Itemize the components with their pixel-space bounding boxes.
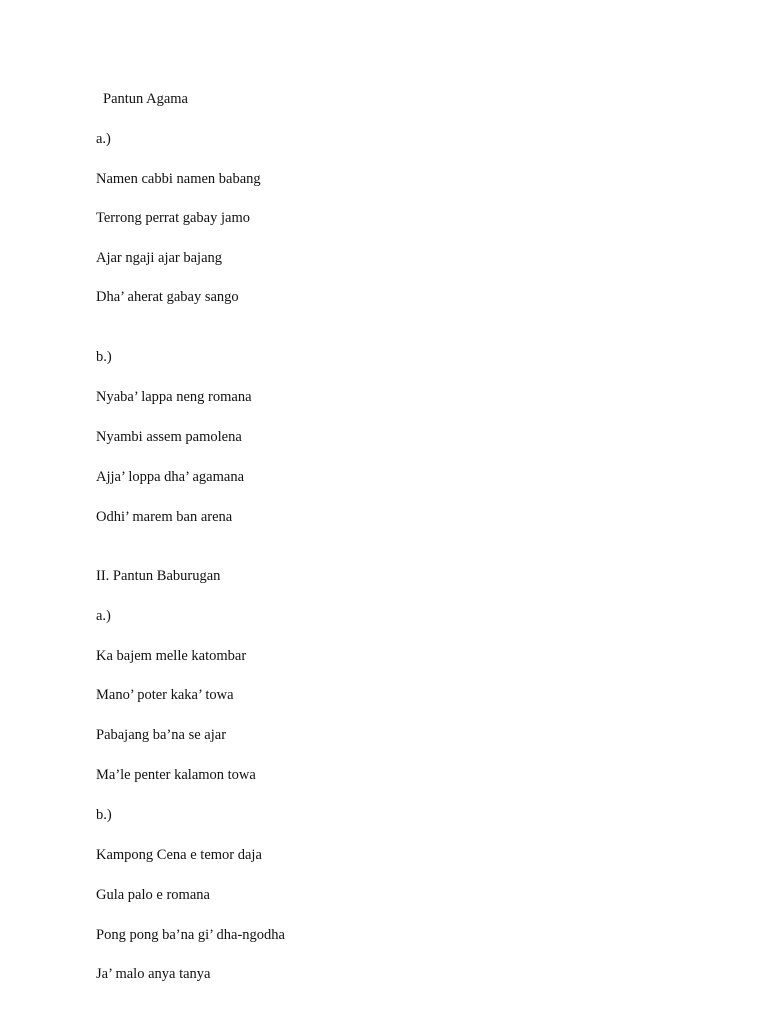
verse-line: Ajja’ loppa dha’ agamana	[96, 469, 245, 485]
verse-line: Pong pong ba’na gi’ dha-ngodha	[96, 927, 285, 943]
verse-line: Namen cabbi namen babang	[96, 171, 261, 187]
verse-line: Dha’ aherat gabay sango	[96, 289, 239, 305]
stanza-label: a.)	[96, 131, 111, 147]
verse-line: Gula palo e romana	[96, 887, 210, 903]
verse-line: Ja’ malo anya tanya	[96, 966, 211, 982]
stanza-label: b.)	[96, 349, 112, 365]
verse-line: Mano’ poter kaka’ towa	[96, 687, 234, 703]
verse-line: Kampong Cena e temor daja	[96, 847, 262, 863]
verse-line: Ka bajem melle katombar	[96, 648, 247, 664]
stanza-label: b.)	[96, 807, 112, 823]
verse-line: Ajar ngaji ajar bajang	[96, 250, 223, 266]
verse-line: Nyaba’ lappa neng romana	[96, 389, 252, 405]
stanza-label: a.)	[96, 608, 111, 624]
section-title: II. Pantun Baburugan	[96, 568, 221, 584]
verse-line: Terrong perrat gabay jamo	[96, 210, 250, 226]
section-title: Pantun Agama	[103, 91, 188, 107]
verse-line: Pabajang ba’na se ajar	[96, 727, 227, 743]
verse-line: Ma’le penter kalamon towa	[96, 767, 256, 783]
verse-line: Odhi’ marem ban arena	[96, 509, 233, 525]
verse-line: Nyambi assem pamolena	[96, 429, 242, 445]
